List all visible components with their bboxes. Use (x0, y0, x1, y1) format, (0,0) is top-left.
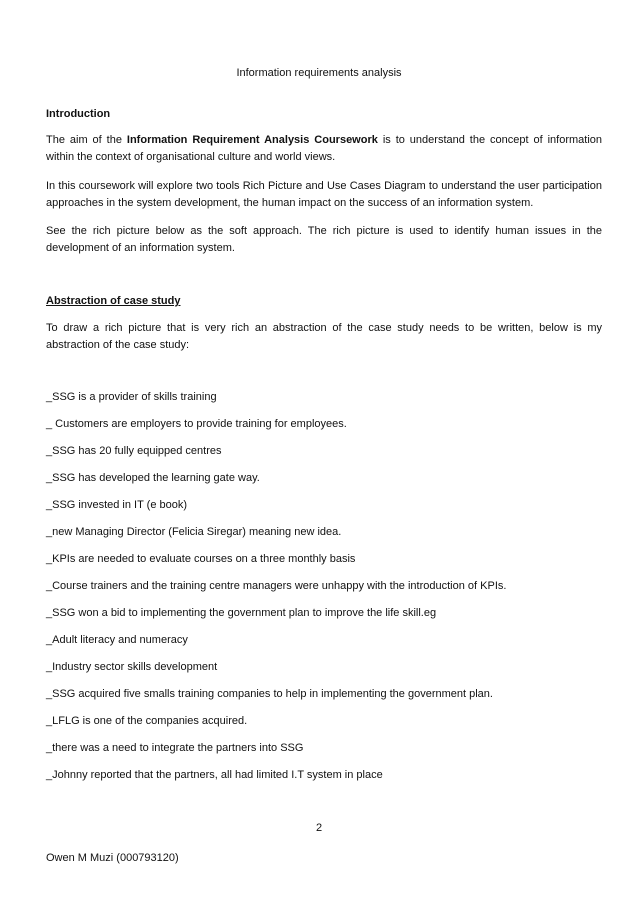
introduction-paragraph-2: In this coursework will explore two tools Rich Picture and Use Cases Diagram to understand the user participation approaches in the system development, the human impact on the success of an information system. (46, 180, 602, 209)
document-title: Information requirements analysis (236, 67, 402, 79)
list-item: _Adult literacy and numeracy (46, 634, 188, 646)
list-item: _LFLG is one of the companies acquired. (46, 715, 248, 727)
abstraction-heading: Abstraction of case study (46, 295, 181, 307)
list-item: _SSG has developed the learning gate way. (46, 472, 260, 484)
abstraction-paragraph: To draw a rich picture that is very rich an abstraction of the case study needs to be written, below is my abstraction of the case study: (46, 322, 602, 351)
list-item: _SSG has 20 fully equipped centres (46, 445, 222, 457)
list-item: _SSG invested in IT (e book) (46, 499, 188, 511)
list-item: _there was a need to integrate the partners into SSG (46, 742, 304, 754)
intro-p1-bold-title: Information Requirement Analysis Coursework (126, 134, 378, 146)
list-item: _SSG won a bid to implementing the government plan to improve the life skill.eg (46, 607, 437, 619)
list-item: _Johnny reported that the partners, all had limited I.T system in place (46, 769, 383, 781)
list-item: _SSG acquired five smalls training companies to help in implementing the government plan. (46, 688, 493, 700)
list-item: _Course trainers and the training centre managers were unhappy with the introduction of KPIs. (46, 580, 507, 592)
introduction-paragraph-3: See the rich picture below as the soft approach. The rich picture is used to identify human issues in the development of an information system. (46, 225, 602, 254)
footer-author: Owen M Muzi (000793120) (46, 852, 179, 864)
list-item: _new Managing Director (Felicia Siregar) meaning new idea. (46, 526, 342, 538)
list-item: _ Customers are employers to provide training for employees. (46, 418, 347, 430)
list-item: _Industry sector skills development (46, 661, 218, 673)
list-item: _SSG is a provider of skills training (46, 391, 217, 403)
intro-p1-text-after: is to understand the concept of information within the context of organisational culture and world views. (46, 134, 603, 163)
list-item: _KPIs are needed to evaluate courses on a three monthly basis (46, 553, 356, 565)
introduction-heading: Introduction (46, 108, 111, 120)
introduction-paragraph-1 (46, 132, 602, 166)
page-number: 2 (315, 822, 323, 834)
intro-p1-text-before: The aim of the (46, 134, 127, 146)
